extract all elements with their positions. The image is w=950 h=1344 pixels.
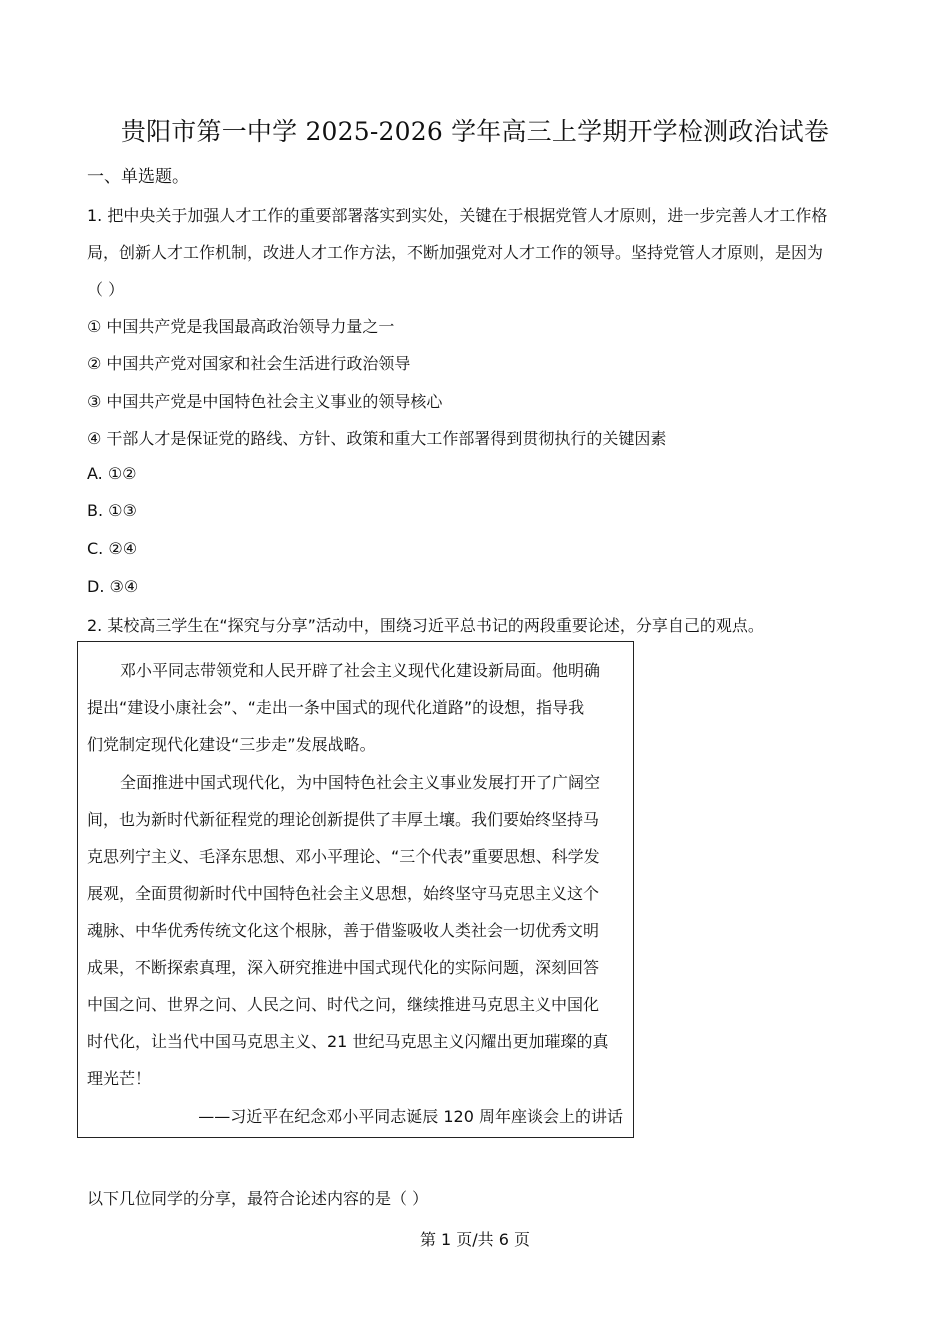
q1-stem-line-2: 局，创新人才工作机制，改进人才工作方法，不断加强党对人才工作的领导。坚持党管人才原则，是因为 [87,243,824,262]
quote-line: 成果，不断探索真理，深入研究推进中国式现代化的实际问题，深刻回答 [87,958,600,977]
quote-line: 魂脉、中华优秀传统文化这个根脉，善于借鉴吸收人类社会一切优秀文明 [87,921,600,940]
q1-statement-1: ① 中国共产党是我国最高政治领导力量之一 [87,317,395,336]
quote-attribution: ——习近平在纪念邓小平同志诞辰 120 周年座谈会上的讲话 [198,1107,623,1126]
section-heading: 一、单选题。 [87,167,189,187]
quote-line: 们党制定现代化建设“三步走”发展战略。 [87,735,376,754]
q1-option-b[interactable]: B. ①③ [87,501,137,520]
q1-statement-2: ② 中国共产党对国家和社会生活进行政治领导 [87,354,411,373]
q2-followup: 以下几位同学的分享，最符合论述内容的是（ ） [87,1189,429,1208]
quote-line: 提出“建设小康社会”、“走出一条中国式的现代化道路”的设想，指导我 [87,698,585,717]
quote-line: 理光芒！ [87,1069,152,1088]
q1-statement-3: ③ 中国共产党是中国特色社会主义事业的领导核心 [87,392,443,411]
quote-line: 时代化，让当代中国马克思主义、21 世纪马克思主义闪耀出更加璀璨的真 [87,1032,609,1051]
quote-box [77,641,634,1138]
q1-statement-4: ④ 干部人才是保证党的路线、方针、政策和重大工作部署得到贯彻执行的关键因素 [87,429,667,448]
quote-line: 中国之问、世界之问、人民之问、时代之问，继续推进马克思主义中国化 [87,995,600,1014]
quote-line: 邓小平同志带领党和人民开辟了社会主义现代化建设新局面。他明确 [120,661,601,680]
q1-stem-line-3: （ ） [87,280,125,299]
q2-stem: 2. 某校高三学生在“探究与分享”活动中，围绕习近平总书记的两段重要论述，分享自己的观点。 [87,616,764,635]
quote-line: 克思列宁主义、毛泽东思想、邓小平理论、“三个代表”重要思想、科学发 [87,847,600,866]
page-footer: 第 1 页/共 6 页 [419,1230,531,1249]
quote-line: 展观，全面贯彻新时代中国特色社会主义思想，始终坚守马克思主义这个 [87,884,600,903]
q1-stem-line-1: 1. 把中央关于加强人才工作的重要部署落实到实处，关键在于根据党管人才原则，进一步完善人才工作格 [87,206,828,225]
quote-line: 间，也为新时代新征程党的理论创新提供了丰厚土壤。我们要始终坚持马 [87,810,600,829]
q1-option-c[interactable]: C. ②④ [87,539,138,558]
quote-line: 全面推进中国式现代化，为中国特色社会主义事业发展打开了广阔空 [120,773,601,792]
exam-title: 贵阳市第一中学 2025-2026 学年高三上学期开学检测政治试卷 [120,117,830,146]
q1-option-d[interactable]: D. ③④ [87,577,139,596]
q1-option-a[interactable]: A. ①② [87,464,137,483]
